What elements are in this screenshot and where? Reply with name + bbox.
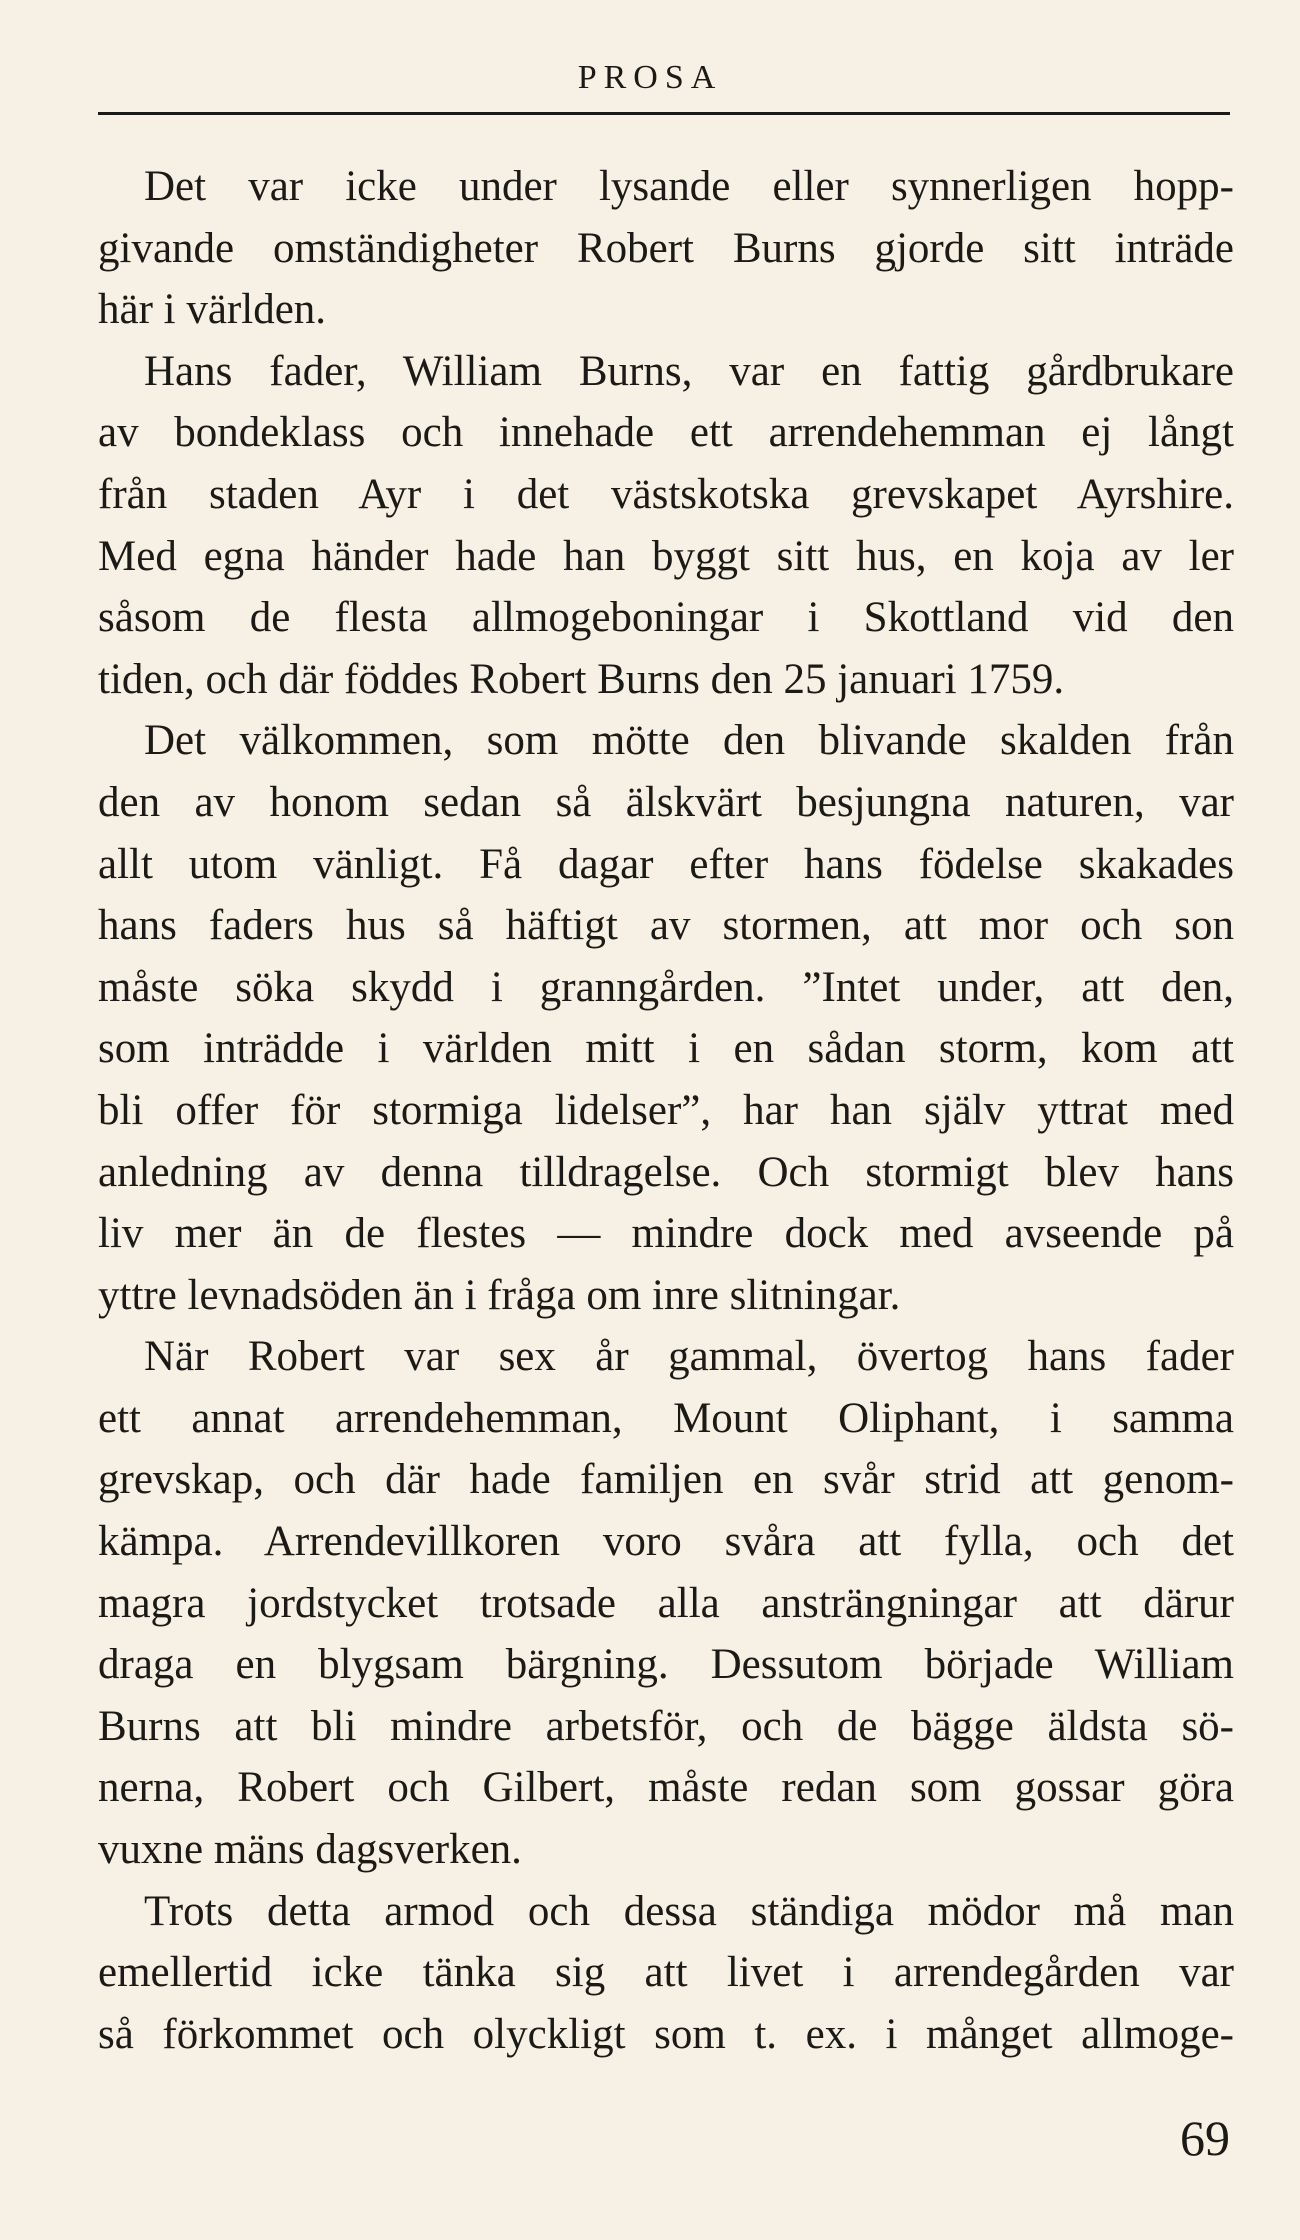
text-line: När Robert var sex år gammal, övertog hans fader: [144, 1333, 1234, 1381]
text-line: Trots detta armod och dessa ständiga mödor må man: [144, 1887, 1234, 1935]
paragraph: [98, 1326, 1234, 1880]
text-line: emellertid icke tänka sig att livet i arrendegården var: [98, 1949, 1234, 1997]
text-line: vuxne mäns dagsverken.: [98, 1826, 522, 1874]
running-title: PROSA: [577, 59, 723, 96]
text-line: Burns att bli mindre arbetsför, och de bägge äldsta sö-: [98, 1702, 1234, 1750]
text-line: tiden, och där föddes Robert Burns den 25 januari 1759.: [98, 655, 1065, 703]
text-line: från staden Ayr i det västskotska grevskapet Ayrshire.: [98, 470, 1234, 518]
text-line: givande omständigheter Robert Burns gjorde sitt inträde: [98, 224, 1234, 272]
text-line: här i världen.: [98, 286, 327, 334]
text-line: liv mer än de flestes — mindre dock med avseende på: [98, 1210, 1234, 1258]
text-line: Det välkommen, som mötte den blivande skalden från: [144, 717, 1234, 765]
text-line: Det var icke under lysande eller synnerligen hopp-: [144, 163, 1234, 210]
text-line: anledning av denna tilldragelse. Och stormigt blev hans: [98, 1148, 1234, 1196]
text-line: av bondeklass och innehade ett arrendehemman ej långt: [98, 409, 1234, 457]
text-line: ett annat arrendehemman, Mount Oliphant, i samma: [98, 1394, 1234, 1442]
body-text: [98, 156, 1234, 2065]
text-line: nerna, Robert och Gilbert, måste redan som gossar göra: [98, 1764, 1234, 1812]
text-line: måste söka skydd i granngården. ”Intet under, att den,: [98, 963, 1234, 1011]
text-line: Hans fader, William Burns, var en fattig gårdbrukare: [144, 347, 1234, 395]
text-line: såsom de flesta allmogeboningar i Skottland vid den: [98, 594, 1234, 642]
header-rule: [98, 112, 1230, 115]
paragraph: [98, 341, 1234, 711]
text-line: bli offer för stormiga lidelser”, har han själv yttrat med: [98, 1086, 1234, 1134]
text-line: hans faders hus så häftigt av stormen, att mor och son: [98, 902, 1234, 950]
page-number: 69: [1180, 2110, 1230, 2166]
text-line: allt utom vänligt. Få dagar efter hans födelse skakades: [98, 840, 1234, 888]
text-line: kämpa. Arrendevillkoren voro svåra att fylla, och det: [98, 1518, 1234, 1566]
text-line: så förkommet och olyckligt som t. ex. i månget allmoge-: [98, 2010, 1234, 2058]
paragraph: [98, 156, 1234, 341]
paragraph: [98, 1881, 1234, 2066]
text-line: draga en blygsam bärgning. Dessutom började William: [98, 1641, 1234, 1689]
text-line: den av honom sedan så älskvärt besjungna naturen, var: [98, 778, 1234, 826]
text-line: Med egna händer hade han byggt sitt hus, en koja av ler: [98, 532, 1234, 580]
text-line: yttre levnadsöden än i fråga om inre slitningar.: [98, 1271, 901, 1319]
text-line: magra jordstycket trotsade alla ansträngningar att därur: [98, 1579, 1234, 1627]
paragraph: [98, 710, 1234, 1326]
text-line: som inträdde i världen mitt i en sådan storm, kom att: [98, 1025, 1234, 1073]
text-line: grevskap, och där hade familjen en svår strid att genom-: [98, 1456, 1234, 1504]
